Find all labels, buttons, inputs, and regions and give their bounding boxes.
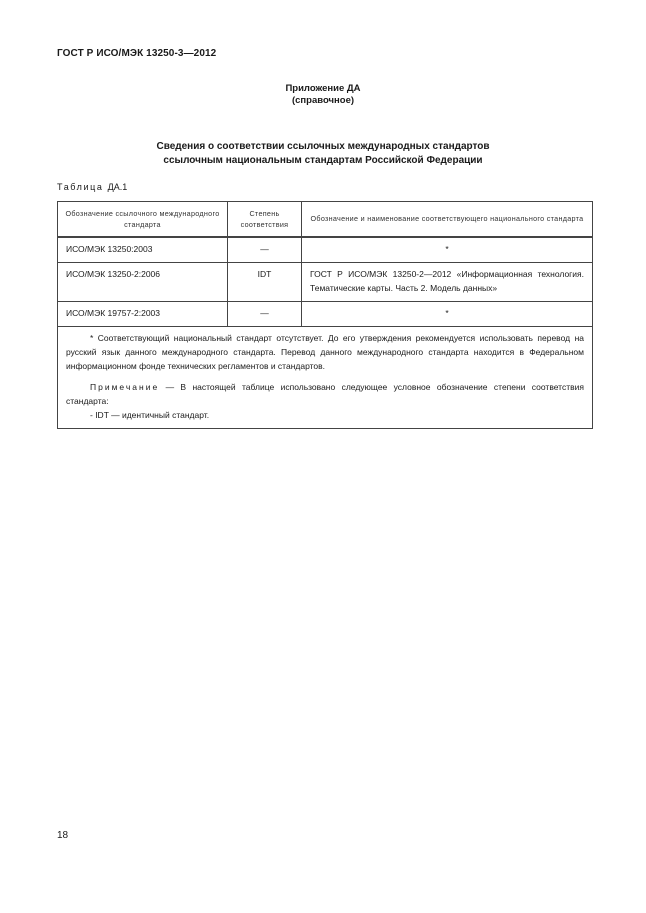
cell-degree: IDT [228,263,302,302]
page-number: 18 [57,830,69,841]
note-item: - IDT — идентичный стандарт. [90,410,210,420]
cell-national: * [302,237,593,263]
note-label: Примечание [90,382,160,392]
cell-degree: — [228,237,302,263]
footnote: * Соответствующий национальный стандарт отсутствует. До его утверждения рекомендуется использовать перевод на русский язык данного международного стандарта. Перевод данного международного стандарта находится в Федеральном информационном фонде технических регламентов и стандартов. [66,333,584,371]
notes-row [58,327,593,429]
table-caption [57,182,127,192]
header-degree: Степень соответствия [228,202,302,238]
table-row [58,237,593,263]
appendix-subtitle: (справочное) [291,95,355,106]
cell-intl: ИСО/МЭК 13250-2:2006 [58,263,228,302]
heading-line-1: Сведения о соответствии ссылочных международных стандартов [156,141,490,152]
document-code: ГОСТ Р ИСО/МЭК 13250-3—2012 [57,48,217,59]
section-heading [0,140,646,168]
notes-cell [58,327,593,429]
cell-intl: ИСО/МЭК 19757-2:2003 [58,302,228,327]
cell-intl: ИСО/МЭК 13250:2003 [58,237,228,263]
header-national-standard: Обозначение и наименование соответствующего национального стандарта [302,202,593,238]
note [66,380,584,408]
cell-national: ГОСТ Р ИСО/МЭК 13250-2—2012 «Информационная технология. Тематические карты. Часть 2. Модель данных» [302,263,593,302]
table-caption-number: ДА.1 [107,182,128,192]
table-header-row [58,202,593,238]
heading-line-2: ссылочным национальным стандартам Российской Федерации [163,155,483,166]
appendix-block [0,83,646,107]
header-intl-standard: Обозначение ссылочного международного стандарта [58,202,228,238]
note-text: — В настоящей таблице использовано следующее условное обозначение степени соответствия стандарта: [66,382,584,406]
correspondence-table [57,201,593,429]
cell-degree: — [228,302,302,327]
cell-national: * [302,302,593,327]
appendix-title: Приложение ДА [285,83,361,94]
table-row [58,302,593,327]
table-row [58,263,593,302]
table-caption-word: Таблица [57,182,104,192]
